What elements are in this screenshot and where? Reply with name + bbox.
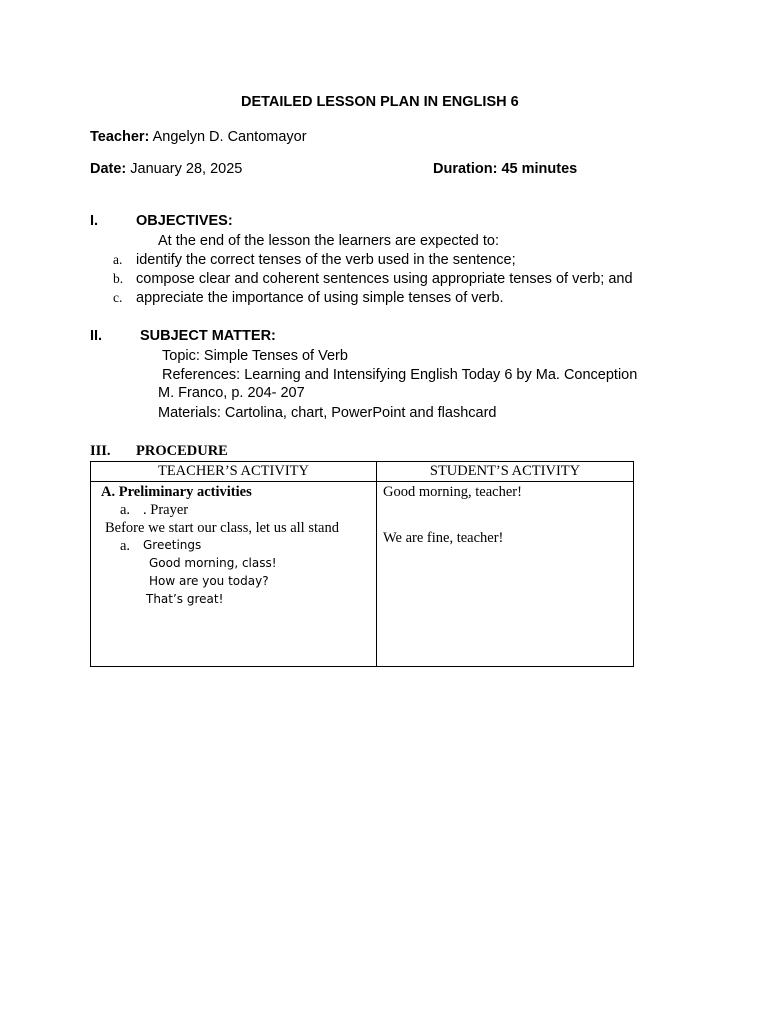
objective-item-c: appreciate the importance of using simple tenses of verb. — [136, 290, 504, 306]
procedure-heading: PROCEDURE — [136, 443, 228, 459]
procedure-numeral: III. — [90, 443, 111, 459]
greetings-item: Greetings — [143, 538, 202, 552]
teacher-name: Angelyn D. Cantomayor — [152, 129, 307, 145]
objectives-heading: OBJECTIVES: — [136, 213, 233, 229]
subject-references: References: Learning and Intensifying English Today 6 by Ma. Conception — [162, 367, 638, 383]
subject-references-cont: M. Franco, p. 204- 207 — [158, 385, 305, 401]
student-activity-cell — [377, 482, 634, 667]
prayer-item: . Prayer — [143, 502, 189, 518]
subject-topic: Topic: Simple Tenses of Verb — [162, 348, 348, 364]
objective-marker-c: c. — [113, 290, 123, 305]
duration: Duration: 45 minutes — [433, 161, 578, 177]
objectives-numeral: I. — [90, 213, 99, 229]
subject-matter-heading: SUBJECT MATTER: — [140, 328, 276, 344]
objectives-intro: At the end of the lesson the learners are expected to: — [158, 233, 499, 249]
date-line — [90, 161, 242, 177]
page-title: DETAILED LESSON PLAN IN ENGLISH 6 — [241, 94, 519, 110]
objective-item-b: compose clear and coherent sentences using appropriate tenses of verb; and — [136, 271, 633, 287]
student-activity-header: STUDENT’S ACTIVITY — [377, 462, 634, 482]
teacher-line-good-morning: Good morning, class! — [149, 556, 277, 570]
teacher-activity-cell — [91, 482, 377, 667]
teacher-label: Teacher: — [90, 129, 150, 145]
teacher-line-how-are-you: How are you today? — [149, 574, 269, 588]
prayer-marker: a. — [120, 502, 131, 518]
greetings-marker: a. — [120, 538, 131, 554]
subject-materials: Materials: Cartolina, chart, PowerPoint and flashcard — [158, 405, 497, 421]
objective-marker-b: b. — [113, 271, 124, 286]
date-label: Date: — [90, 161, 127, 177]
subject-matter-numeral: II. — [90, 328, 103, 344]
preliminary-activities-heading: A. Preliminary activities — [101, 484, 252, 500]
teacher-activity-header: TEACHER’S ACTIVITY — [91, 462, 377, 482]
student-line-fine: We are fine, teacher! — [383, 530, 504, 546]
objective-item-a: identify the correct tenses of the verb used in the sentence; — [136, 252, 516, 268]
procedure-table — [90, 461, 634, 667]
objective-marker-a: a. — [113, 252, 123, 267]
teacher-line — [90, 129, 307, 145]
stand-instruction: Before we start our class, let us all stand — [105, 520, 339, 536]
date-value: January 28, 2025 — [130, 161, 243, 177]
teacher-line-thats-great: That’s great! — [146, 592, 224, 606]
student-line-good-morning: Good morning, teacher! — [383, 484, 522, 500]
